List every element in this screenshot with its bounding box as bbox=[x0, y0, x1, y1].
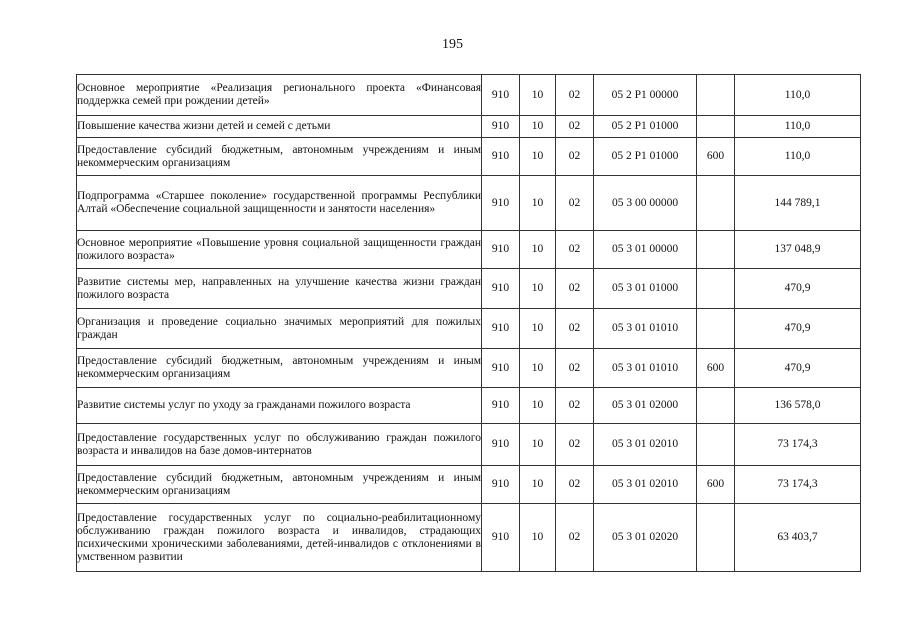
code-pr: 02 bbox=[556, 138, 594, 176]
code-gr: 910 bbox=[482, 388, 520, 424]
code-csr: 05 3 01 00000 bbox=[594, 231, 697, 269]
code-pr: 02 bbox=[556, 231, 594, 269]
code-csr: 05 3 00 00000 bbox=[594, 176, 697, 231]
code-csr: 05 3 01 02020 bbox=[594, 504, 697, 572]
amount: 470,9 bbox=[735, 309, 861, 349]
item-name: Повышение качества жизни детей и семей с детьми bbox=[77, 116, 482, 138]
amount: 144 789,1 bbox=[735, 176, 861, 231]
code-csr: 05 3 01 02010 bbox=[594, 424, 697, 466]
item-name: Предоставление государственных услуг по социально-реабилитационному обслуживанию граждан пожилого возраста и инвалидов, страдающих психическими хроническими заболеваниями, детей-инвалидов с отклонениями в умственном развитии bbox=[77, 504, 482, 572]
code-rz: 10 bbox=[520, 466, 556, 504]
amount: 110,0 bbox=[735, 116, 861, 138]
code-vr: 600 bbox=[697, 466, 735, 504]
code-rz: 10 bbox=[520, 176, 556, 231]
budget-table bbox=[76, 74, 861, 572]
code-rz: 10 bbox=[520, 309, 556, 349]
code-rz: 10 bbox=[520, 138, 556, 176]
code-rz: 10 bbox=[520, 504, 556, 572]
code-gr: 910 bbox=[482, 138, 520, 176]
code-vr bbox=[697, 176, 735, 231]
table-body bbox=[77, 75, 861, 572]
code-rz: 10 bbox=[520, 116, 556, 138]
code-vr bbox=[697, 424, 735, 466]
code-gr: 910 bbox=[482, 504, 520, 572]
table-row bbox=[77, 388, 861, 424]
code-vr bbox=[697, 75, 735, 116]
table-row bbox=[77, 504, 861, 572]
code-vr bbox=[697, 231, 735, 269]
code-pr: 02 bbox=[556, 504, 594, 572]
amount: 470,9 bbox=[735, 349, 861, 388]
code-csr: 05 3 01 01010 bbox=[594, 309, 697, 349]
code-rz: 10 bbox=[520, 424, 556, 466]
code-pr: 02 bbox=[556, 269, 594, 309]
item-name: Развитие системы услуг по уходу за гражданами пожилого возраста bbox=[77, 388, 482, 424]
code-rz: 10 bbox=[520, 388, 556, 424]
amount: 73 174,3 bbox=[735, 466, 861, 504]
code-gr: 910 bbox=[482, 116, 520, 138]
code-gr: 910 bbox=[482, 269, 520, 309]
amount: 137 048,9 bbox=[735, 231, 861, 269]
code-pr: 02 bbox=[556, 176, 594, 231]
code-pr: 02 bbox=[556, 75, 594, 116]
item-name: Предоставление субсидий бюджетным, автономным учреждениям и иным некоммерческим организациям bbox=[77, 138, 482, 176]
code-pr: 02 bbox=[556, 466, 594, 504]
table-row bbox=[77, 424, 861, 466]
code-csr: 05 3 01 01010 bbox=[594, 349, 697, 388]
table-row bbox=[77, 309, 861, 349]
item-name: Организация и проведение социально значимых мероприятий для пожилых граждан bbox=[77, 309, 482, 349]
table-row bbox=[77, 176, 861, 231]
code-vr bbox=[697, 504, 735, 572]
code-csr: 05 3 01 01000 bbox=[594, 269, 697, 309]
code-csr: 05 3 01 02010 bbox=[594, 466, 697, 504]
code-gr: 910 bbox=[482, 75, 520, 116]
item-name: Предоставление субсидий бюджетным, автономным учреждениям и иным некоммерческим организациям bbox=[77, 349, 482, 388]
code-gr: 910 bbox=[482, 176, 520, 231]
code-gr: 910 bbox=[482, 309, 520, 349]
item-name: Предоставление субсидий бюджетным, автономным учреждениям и иным некоммерческим организациям bbox=[77, 466, 482, 504]
table-row bbox=[77, 231, 861, 269]
code-csr: 05 2 Р1 01000 bbox=[594, 138, 697, 176]
code-vr bbox=[697, 388, 735, 424]
table-row bbox=[77, 466, 861, 504]
code-csr: 05 3 01 02000 bbox=[594, 388, 697, 424]
code-csr: 05 2 Р1 00000 bbox=[594, 75, 697, 116]
code-vr: 600 bbox=[697, 138, 735, 176]
table-row bbox=[77, 269, 861, 309]
code-vr bbox=[697, 309, 735, 349]
amount: 110,0 bbox=[735, 75, 861, 116]
item-name: Основное мероприятие «Повышение уровня социальной защищенности граждан пожилого возраста» bbox=[77, 231, 482, 269]
item-name: Основное мероприятие «Реализация регионального проекта «Финансовая поддержка семей при рождении детей» bbox=[77, 75, 482, 116]
amount: 470,9 bbox=[735, 269, 861, 309]
code-pr: 02 bbox=[556, 349, 594, 388]
amount: 110,0 bbox=[735, 138, 861, 176]
page-number: 195 bbox=[442, 37, 463, 52]
code-rz: 10 bbox=[520, 269, 556, 309]
code-pr: 02 bbox=[556, 309, 594, 349]
code-gr: 910 bbox=[482, 424, 520, 466]
code-pr: 02 bbox=[556, 116, 594, 138]
amount: 73 174,3 bbox=[735, 424, 861, 466]
code-pr: 02 bbox=[556, 388, 594, 424]
code-gr: 910 bbox=[482, 231, 520, 269]
item-name: Предоставление государственных услуг по обслуживанию граждан пожилого возраста и инвалидов на базе домов-интернатов bbox=[77, 424, 482, 466]
code-vr bbox=[697, 269, 735, 309]
table-row bbox=[77, 116, 861, 138]
code-pr: 02 bbox=[556, 424, 594, 466]
table-row bbox=[77, 138, 861, 176]
item-name: Подпрограмма «Старшее поколение» государственной программы Республики Алтай «Обеспечение социальной защищенности и занятости населения» bbox=[77, 176, 482, 231]
item-name: Развитие системы мер, направленных на улучшение качества жизни граждан пожилого возраста bbox=[77, 269, 482, 309]
code-csr: 05 2 Р1 01000 bbox=[594, 116, 697, 138]
amount: 63 403,7 bbox=[735, 504, 861, 572]
table-row bbox=[77, 349, 861, 388]
code-rz: 10 bbox=[520, 75, 556, 116]
code-rz: 10 bbox=[520, 349, 556, 388]
table-row bbox=[77, 75, 861, 116]
code-vr bbox=[697, 116, 735, 138]
code-vr: 600 bbox=[697, 349, 735, 388]
amount: 136 578,0 bbox=[735, 388, 861, 424]
code-gr: 910 bbox=[482, 466, 520, 504]
code-rz: 10 bbox=[520, 231, 556, 269]
code-gr: 910 bbox=[482, 349, 520, 388]
